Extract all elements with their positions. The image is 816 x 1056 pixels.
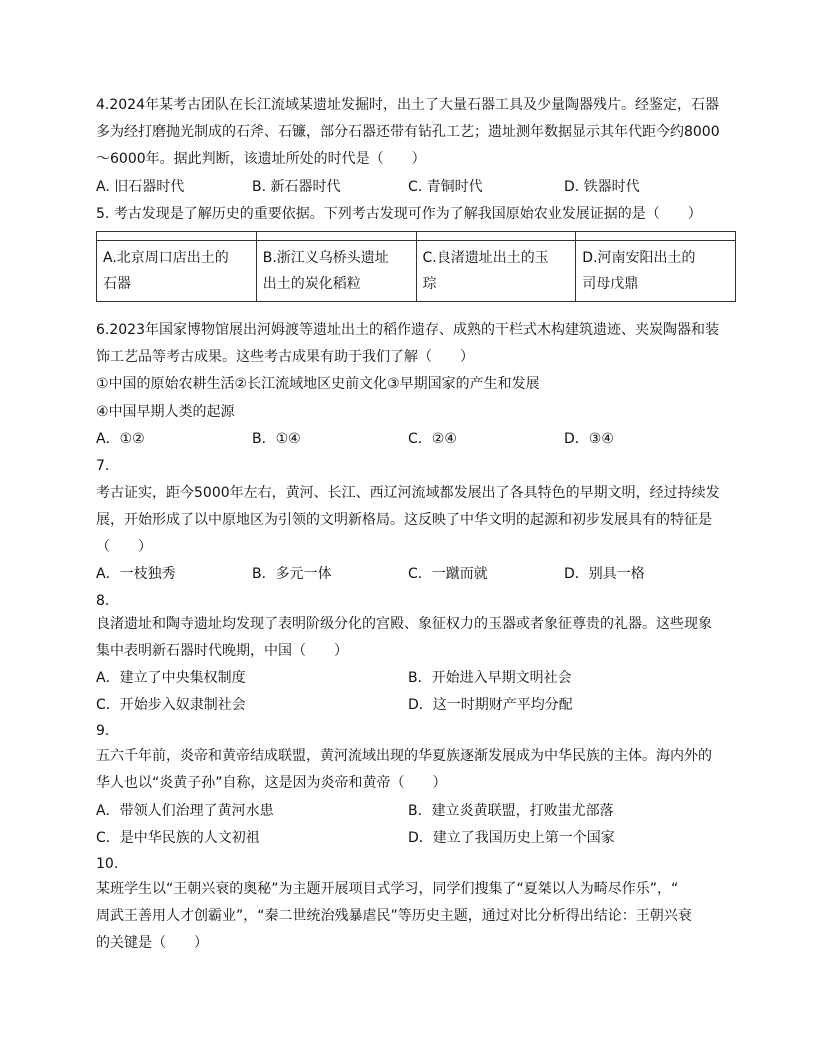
q5-option-b-line-2: 出土的炭化稻粒 <box>262 276 361 292</box>
q7-stem-line-1: 考古证实，距今5000年左右，黄河、长江、西辽河流域都发展出了各具特色的早期文明，经过持续发 <box>96 485 720 501</box>
q8-option-d[interactable]: D．这一时期财产平均分配 <box>408 697 573 713</box>
q8-number: 8. <box>96 593 110 609</box>
q9-option-d[interactable]: D．建立了我国历史上第一个国家 <box>408 830 615 846</box>
q5-option-c[interactable] <box>416 241 576 302</box>
q9-option-a[interactable]: A．带领人们治理了黄河水患 <box>96 803 274 819</box>
q10-stem-line-2: 周武王善用人才创霸业”，“秦二世统治残暴虐民”等历史主题，通过对比分析得出结论：王朝兴衰 <box>96 908 692 924</box>
q4-stem-line-2: 多为经打磨抛光制成的石斧、石镰，部分石器还带有钻孔工艺；遗址测年数据显示其年代距今约8000 <box>96 124 720 140</box>
q7-option-c[interactable]: C．一蹴而就 <box>408 566 488 582</box>
q10-stem-line-1: 某班学生以“王朝兴衰的奥秘”为主题开展项目式学习，同学们搜集了“夏桀以人为畸尽作乐”，“ <box>96 881 679 897</box>
q4-stem-line-1: 4.2024年某考古团队在长江流域某遗址发掘时，出土了大量石器工具及少量陶器残片。经鉴定，石器 <box>96 97 719 113</box>
q10-stem-line-3: 的关键是（ ） <box>96 935 208 951</box>
q8-stem-line-2: 集中表明新石器时代晚期，中国（ ） <box>96 643 348 659</box>
q6-item-list-2: ④中国早期人类的起源 <box>96 404 235 420</box>
table-cell-empty <box>416 232 576 241</box>
q6-stem-line-1: 6.2023年国家博物馆展出河姆渡等遗址出土的稻作遗存、成熟的干栏式木构建筑遗迹、夹炭陶器和装 <box>96 322 719 338</box>
q10-number: 10. <box>96 856 119 872</box>
q4-stem-line-3: ～6000年。据此判断，该遗址所处的时代是（ ） <box>96 151 426 167</box>
q4-option-b[interactable]: B. 新石器时代 <box>252 179 341 195</box>
table-cell-empty <box>97 232 257 241</box>
q9-option-c[interactable]: C．是中华民族的人文初祖 <box>96 830 260 846</box>
q6-option-a[interactable]: A．①② <box>96 431 145 447</box>
q5-option-d-line-2: 司母戊鼎 <box>582 276 639 292</box>
q4-option-d[interactable]: D. 铁器时代 <box>564 179 640 195</box>
q8-option-a[interactable]: A．建立了中央集权制度 <box>96 670 246 686</box>
q5-option-a[interactable] <box>97 241 257 302</box>
q5-option-b[interactable] <box>256 241 416 302</box>
q5-option-a-line-1: A.北京周口店出土的 <box>103 250 229 266</box>
q9-option-b[interactable]: B．建立炎黄联盟，打败蚩尤部落 <box>408 803 614 819</box>
q9-stem-line-2: 华人也以“炎黄子孙”自称，这是因为炎帝和黄帝（ ） <box>96 775 447 791</box>
q9-stem-line-1: 五六千年前，炎帝和黄帝结成联盟，黄河流域出现的华夏族逐渐发展成为中华民族的主体。海内外的 <box>96 748 712 764</box>
q7-stem-line-3: （ ） <box>96 539 152 555</box>
table-cell-empty <box>576 232 736 241</box>
q5-option-c-line-2: 琮 <box>422 276 437 292</box>
q4-option-a[interactable]: A. 旧石器时代 <box>96 179 185 195</box>
q9-number: 9. <box>96 723 110 739</box>
q7-option-a[interactable]: A．一枝独秀 <box>96 566 176 582</box>
q5-option-d[interactable] <box>576 241 736 302</box>
q5-stem: 5. 考古发现是了解历史的重要依据。下列考古发现可作为了解我国原始农业发展证据的是（ ） <box>96 206 702 222</box>
table-cell-empty <box>256 232 416 241</box>
q5-option-a-line-2: 石器 <box>103 276 131 292</box>
q6-stem-line-2: 饰工艺品等考古成果。这些考古成果有助于我们了解（ ） <box>96 349 474 365</box>
q6-option-c[interactable]: C．②④ <box>408 431 457 447</box>
q8-stem-line-1: 良渚遗址和陶寺遗址均发现了表明阶级分化的宫殿、象征权力的玉器或者象征尊贵的礼器。这些现象 <box>96 616 712 632</box>
q5-option-b-line-1: B.浙江义乌桥头遗址 <box>262 250 389 266</box>
q7-number: 7. <box>96 458 110 474</box>
q5-option-d-line-1: D.河南安阳出土的 <box>582 250 696 266</box>
q7-stem-line-2: 展，开始形成了以中原地区为引领的文明新格局。这反映了中华文明的起源和初步发展具有的特征是 <box>96 512 712 528</box>
q7-option-d[interactable]: D．别具一格 <box>564 566 645 582</box>
q8-option-c[interactable]: C．开始步入奴隶制社会 <box>96 697 246 713</box>
q5-option-c-line-1: C.良渚遗址出土的玉 <box>422 250 549 266</box>
table-row <box>97 241 736 302</box>
q6-option-d[interactable]: D．③④ <box>564 431 614 447</box>
q6-option-b[interactable]: B．①④ <box>252 431 301 447</box>
q7-option-b[interactable]: B．多元一体 <box>252 566 332 582</box>
q8-option-b[interactable]: B．开始进入早期文明社会 <box>408 670 572 686</box>
q4-option-c[interactable]: C. 青铜时代 <box>408 179 483 195</box>
q5-options-table <box>96 231 736 302</box>
q6-item-list-1: ①中国的原始农耕生活②长江流域地区史前文化③早期国家的产生和发展 <box>96 376 540 392</box>
table-row <box>97 232 736 241</box>
